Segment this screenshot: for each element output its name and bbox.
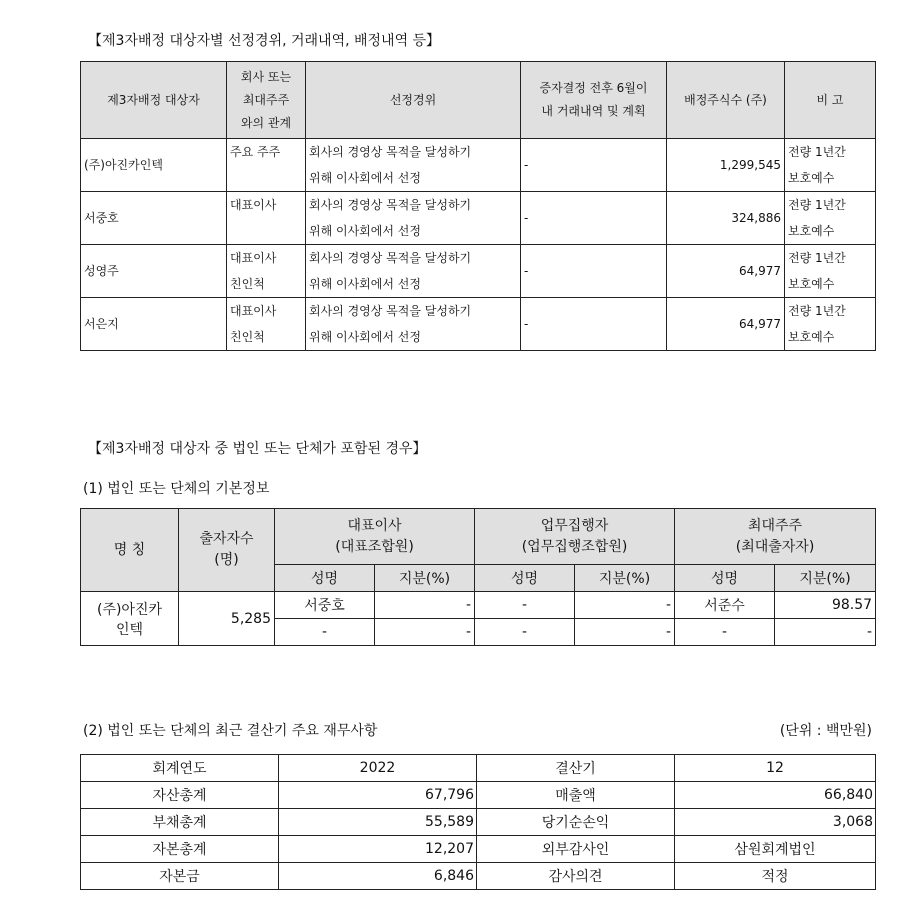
target-note: 전량 1년간 보호예수	[785, 298, 876, 351]
exec-name: -	[475, 592, 575, 619]
header-exec-name: 성명	[475, 565, 575, 592]
target-note: 전량 1년간 보호예수	[785, 192, 876, 245]
header-major-name: 성명	[675, 565, 775, 592]
header-ceo-stake: 지분(%)	[375, 565, 475, 592]
ceo-name: 서중호	[275, 592, 375, 619]
section2-subtitle: (1) 법인 또는 단체의 기본정보	[83, 481, 270, 497]
target-note: 전량 1년간 보호예수	[785, 139, 876, 192]
target-reason: 회사의 경영상 목적을 달성하기 위해 이사회에서 선정	[306, 298, 521, 351]
table-row	[81, 592, 876, 619]
allotment-header-row	[81, 62, 876, 139]
fin-label: 매출액	[477, 782, 675, 809]
allotment-table	[80, 61, 876, 351]
header-ceo: 대표이사 (대표조합원)	[275, 509, 475, 565]
target-shares: 64,977	[667, 298, 785, 351]
table-row	[81, 298, 876, 351]
header-ceo-name: 성명	[275, 565, 375, 592]
fin-value: 12	[675, 755, 876, 782]
entity-header-row	[81, 509, 876, 565]
fin-label: 부채총계	[81, 809, 279, 836]
fin-label: 자본총계	[81, 836, 279, 863]
table-row	[81, 192, 876, 245]
header-entity-name: 명 칭	[81, 509, 179, 592]
target-relation: 대표이사	[227, 192, 306, 245]
header-exec-stake: 지분(%)	[575, 565, 675, 592]
section1-title: 【제3자배정 대상자별 선정경위, 거래내역, 배정내역 등】	[88, 33, 441, 49]
exec-stake: -	[575, 592, 675, 619]
target-trade: -	[521, 245, 667, 298]
section2-title: 【제3자배정 대상자 중 법인 또는 단체가 포함된 경우】	[88, 441, 427, 457]
header-shares: 배정주식수 (주)	[667, 62, 785, 139]
target-reason: 회사의 경영상 목적을 달성하기 위해 이사회에서 선정	[306, 192, 521, 245]
target-trade: -	[521, 298, 667, 351]
fin-value: 6,846	[279, 863, 477, 890]
entity-investors: 5,285	[179, 592, 275, 646]
entity-info-table	[80, 508, 876, 646]
header-major-stake: 지분(%)	[775, 565, 876, 592]
target-note: 전량 1년간 보호예수	[785, 245, 876, 298]
header-relation: 회사 또는 최대주주 와의 관계	[227, 62, 306, 139]
fin-value: 3,068	[675, 809, 876, 836]
table-row	[81, 782, 876, 809]
target-trade: -	[521, 139, 667, 192]
header-trade: 증자결정 전후 6월이 내 거래내역 및 계획	[521, 62, 667, 139]
target-name: 서중호	[81, 192, 227, 245]
ceo-stake: -	[375, 619, 475, 646]
table-row	[81, 139, 876, 192]
major-stake: 98.57	[775, 592, 876, 619]
major-name: -	[675, 619, 775, 646]
target-reason: 회사의 경영상 목적을 달성하기 위해 이사회에서 선정	[306, 245, 521, 298]
target-reason: 회사의 경영상 목적을 달성하기 위해 이사회에서 선정	[306, 139, 521, 192]
fin-label: 감사의견	[477, 863, 675, 890]
unit-label: (단위 : 백만원)	[779, 723, 872, 739]
major-stake: -	[775, 619, 876, 646]
ceo-name: -	[275, 619, 375, 646]
table-row	[81, 809, 876, 836]
financial-table	[80, 754, 876, 890]
target-name: 성영주	[81, 245, 227, 298]
target-shares: 324,886	[667, 192, 785, 245]
fin-label: 자산총계	[81, 782, 279, 809]
header-exec: 업무집행자 (업무집행조합원)	[475, 509, 675, 565]
target-name: 서은지	[81, 298, 227, 351]
target-shares: 1,299,545	[667, 139, 785, 192]
fin-value: 55,589	[279, 809, 477, 836]
fin-label: 회계연도	[81, 755, 279, 782]
target-relation: 대표이사 친인척	[227, 245, 306, 298]
target-trade: -	[521, 192, 667, 245]
fin-value: 12,207	[279, 836, 477, 863]
table-row	[81, 245, 876, 298]
target-shares: 64,977	[667, 245, 785, 298]
table-row	[81, 755, 876, 782]
major-name: 서준수	[675, 592, 775, 619]
fin-label: 외부감사인	[477, 836, 675, 863]
exec-stake: -	[575, 619, 675, 646]
fin-value: 적정	[675, 863, 876, 890]
table-row	[81, 863, 876, 890]
section3-subtitle: (2) 법인 또는 단체의 최근 결산기 주요 재무사항	[83, 723, 378, 739]
fin-value: 삼원회계법인	[675, 836, 876, 863]
header-note: 비 고	[785, 62, 876, 139]
header-investors: 출자자수 (명)	[179, 509, 275, 592]
header-reason: 선정경위	[306, 62, 521, 139]
table-row	[81, 836, 876, 863]
ceo-stake: -	[375, 592, 475, 619]
target-relation: 대표이사 친인척	[227, 298, 306, 351]
header-major: 최대주주 (최대출자자)	[675, 509, 876, 565]
target-relation: 주요 주주	[227, 139, 306, 192]
target-name: (주)아진카인텍	[81, 139, 227, 192]
fin-label: 결산기	[477, 755, 675, 782]
exec-name: -	[475, 619, 575, 646]
fin-label: 자본금	[81, 863, 279, 890]
header-target: 제3자배정 대상자	[81, 62, 227, 139]
fin-value: 67,796	[279, 782, 477, 809]
fin-value: 66,840	[675, 782, 876, 809]
fin-label: 당기순손익	[477, 809, 675, 836]
entity-name: (주)아진카 인텍	[81, 592, 179, 646]
fin-value: 2022	[279, 755, 477, 782]
